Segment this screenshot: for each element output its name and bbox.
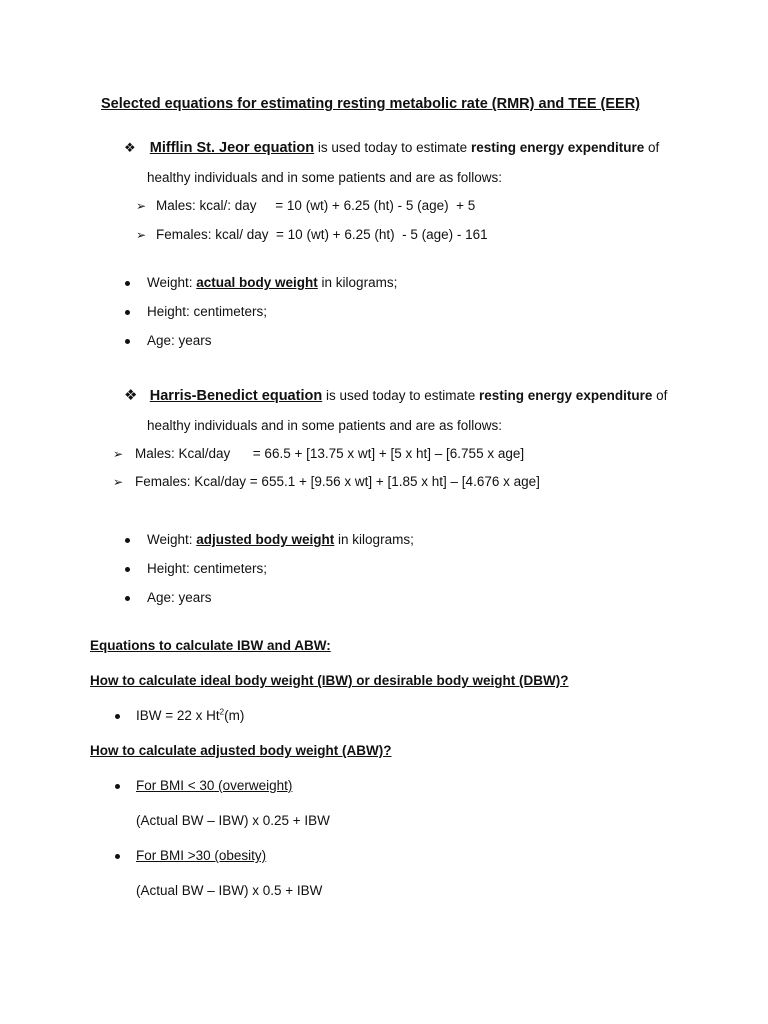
bullet-icon bbox=[115, 714, 120, 719]
harris-height-item: Height: centimeters; bbox=[147, 561, 268, 576]
harris-females-formula: Females: Kcal/day = 655.1 + [9.56 x wt] + [1.85 x ht] – [4.676 x age] bbox=[135, 474, 540, 489]
ibw-formula: IBW = 22 x Ht$^2$(m) bbox=[136, 707, 245, 723]
arrow-bullet-icon: ➢ bbox=[136, 228, 147, 242]
mifflin-desc-end: of bbox=[644, 140, 660, 155]
mifflin-females-line bbox=[136, 227, 488, 243]
harris-equation-name: Harris-Benedict equation bbox=[149, 388, 323, 404]
arrow-bullet-icon: ➢ bbox=[136, 199, 147, 213]
bullet-icon bbox=[125, 538, 130, 543]
harris-weight-item: Weight: adjusted body weight in kilograms; bbox=[147, 532, 414, 547]
abw-case-overweight: For BMI < 30 (overweight) bbox=[136, 778, 293, 793]
harris-males-formula: Males: Kcal/day = 66.5 + [13.75 x wt] + [5 x ht] – [6.755 x age] bbox=[135, 446, 525, 461]
mifflin-equation-name: Mifflin St. Jeor equation bbox=[149, 140, 315, 156]
bullet-icon bbox=[125, 596, 130, 601]
ibw-question: How to calculate ideal body weight (IBW) or desirable body weight (DBW)? bbox=[90, 673, 569, 688]
mifflin-females-formula: Females: kcal/ day = 10 (wt) + 6.25 (ht) - 5 (age) - 161 bbox=[156, 227, 488, 242]
bullet-icon bbox=[125, 339, 130, 344]
abw-case-obesity: For BMI >30 (obesity) bbox=[136, 848, 267, 863]
mifflin-desc-bold: resting energy expenditure bbox=[470, 140, 645, 155]
arrow-bullet-icon: ➢ bbox=[113, 447, 124, 461]
bullet-icon bbox=[115, 784, 120, 789]
harris-desc-end: of bbox=[652, 388, 668, 403]
mifflin-age-item: Age: years bbox=[147, 333, 212, 348]
mifflin-desc-line2: healthy individuals and in some patients and are as follows: bbox=[147, 170, 502, 185]
harris-desc-bold: resting energy expenditure bbox=[479, 388, 653, 403]
harris-desc: is used today to estimate bbox=[322, 388, 480, 403]
bullet-icon bbox=[115, 854, 120, 859]
harris-age-item: Age: years bbox=[147, 590, 212, 605]
abw-question: How to calculate adjusted body weight (ABW)? bbox=[90, 743, 392, 758]
ibw-abw-heading: Equations to calculate IBW and ABW: bbox=[90, 638, 331, 653]
bullet-icon bbox=[125, 567, 130, 572]
mifflin-males-line bbox=[136, 198, 475, 214]
adjusted-body-weight-term: adjusted body weight bbox=[196, 532, 335, 547]
diamond-bullet-icon: ❖ bbox=[124, 140, 136, 155]
mifflin-intro-line bbox=[124, 140, 659, 156]
harris-females-line bbox=[113, 474, 540, 490]
harris-desc-line2: healthy individuals and in some patients and are as follows: bbox=[147, 418, 502, 433]
harris-intro-line bbox=[124, 388, 667, 404]
harris-males-line bbox=[113, 446, 524, 462]
abw-case-overweight-formula: (Actual BW – IBW) x 0.25 + IBW bbox=[136, 813, 330, 828]
arrow-bullet-icon: ➢ bbox=[113, 475, 124, 489]
abw-case-obesity-formula: (Actual BW – IBW) x 0.5 + IBW bbox=[136, 883, 323, 898]
diamond-bullet-icon: ❖ bbox=[124, 387, 138, 404]
mifflin-height-item: Height: centimeters; bbox=[147, 304, 268, 319]
document-title: Selected equations for estimating resting metabolic rate (RMR) and TEE (EER) bbox=[101, 96, 641, 112]
bullet-icon bbox=[125, 281, 130, 286]
actual-body-weight-term: actual body weight bbox=[196, 275, 318, 290]
mifflin-weight-item: Weight: actual body weight in kilograms; bbox=[147, 275, 398, 290]
mifflin-males-formula: Males: kcal/: day = 10 (wt) + 6.25 (ht) - 5 (age) + 5 bbox=[156, 198, 476, 213]
bullet-icon bbox=[125, 310, 130, 315]
mifflin-desc: is used today to estimate bbox=[314, 140, 471, 155]
